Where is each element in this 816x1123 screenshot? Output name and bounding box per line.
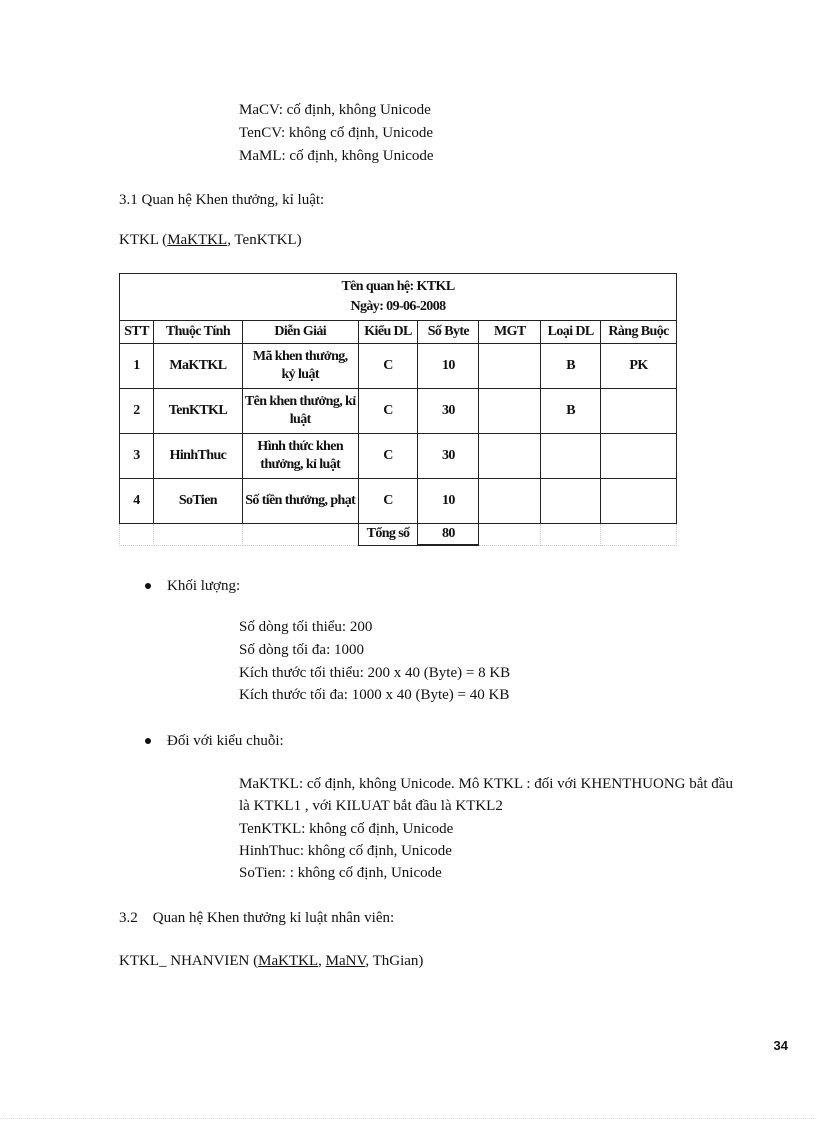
empty-cell [120,524,154,546]
page-number: 34 [773,1038,788,1053]
table-title [120,274,677,321]
table-cell [601,389,677,434]
table-cell: 4 [120,479,154,524]
bullet-icon [145,738,151,744]
table-cell: Hình thức khen thưởng, kỉ luật [242,434,358,479]
table-cell [479,434,541,479]
strings-line: là KTKL1 , với KILUAT bắt đầu là KTKL2 [239,798,503,814]
total-label: Tổng số [358,524,418,546]
attr-line-maml: MaML: cố định, không Unicode [239,148,434,164]
table-row [120,389,677,434]
table-cell: 30 [418,434,479,479]
table-cell [479,344,541,389]
table-row [120,434,677,479]
footer-divider [0,1118,816,1119]
table-cell: TenKTKL [153,389,242,434]
table-cell: 3 [120,434,154,479]
header-cell: STT [120,321,154,344]
header-cell: Kiểu DL [358,321,418,344]
header-cell: Ràng Buộc [601,321,677,344]
strings-line: MaKTKL: cố định, không Unicode. Mô KTKL : đối với KHENTHUONG bắt đầu [239,776,733,792]
volume-line: Số dòng tối thiểu: 200 [239,619,373,635]
total-value: 80 [418,524,479,546]
volume-line: Kích thước tối thiểu: 200 x 40 (Byte) = 8 KB [239,665,511,681]
attr-line-tencv: TenCV: không cố định, Unicode [239,125,434,141]
table-title-date: Ngày: 09-06-2008 [350,299,446,314]
table-cell: 2 [120,389,154,434]
bullet-icon [145,583,151,589]
table-cell: Tên khen thưởng, kỉ luật [242,389,358,434]
table-cell: 10 [418,479,479,524]
table-cell: 1 [120,344,154,389]
table-cell: B [541,344,601,389]
empty-cell [153,524,242,546]
strings-heading: Đối với kiểu chuỗi: [167,733,284,749]
schema-ktkl-prefix: KTKL ( [119,232,168,248]
table-cell [541,434,601,479]
table-cell: Số tiền thưởng, phạt [242,479,358,524]
table-cell: PK [601,344,677,389]
table-cell [479,389,541,434]
table-cell [479,479,541,524]
header-cell: Số Byte [418,321,479,344]
header-cell: MGT [479,321,541,344]
table-cell: C [358,344,418,389]
table-cell: B [541,389,601,434]
empty-cell [601,524,677,546]
table-cell: SoTien [153,479,242,524]
table-cell: HinhThuc [153,434,242,479]
table-cell: C [358,479,418,524]
table-cell [541,479,601,524]
section-3-1-heading: 3.1 Quan hệ Khen thưởng, kỉ luật: [119,192,325,208]
schema-ktkl [119,231,302,249]
schema-ktkl-nhanvien [119,952,423,970]
schema-ktkl-key: MaKTKL [167,232,228,248]
table-cell [601,479,677,524]
table-row [120,344,677,389]
strings-line: TenKTKL: không cố định, Unicode [239,821,454,837]
table-row [120,479,677,524]
header-cell: Thuộc Tính [153,321,242,344]
empty-cell [541,524,601,546]
header-cell: Loại DL [541,321,601,344]
volume-heading: Khối lượng: [167,578,241,594]
section-3-2-heading: 3.2 Quan hệ Khen thưởng kỉ luật nhân viên: [119,910,395,926]
schema2-key-manv: MaNV [325,953,366,969]
table-cell: C [358,434,418,479]
strings-line: HinhThuc: không cố định, Unicode [239,843,452,859]
strings-line: SoTien: : không cố định, Unicode [239,865,442,881]
schema2-key-maktkl: MaKTKL [258,953,319,969]
volume-line: Số dòng tối đa: 1000 [239,642,365,658]
table-cell: 10 [418,344,479,389]
table-cell: C [358,389,418,434]
table-total-row [120,524,677,546]
header-cell: Diễn Giải [242,321,358,344]
schema2-prefix: KTKL_ NHANVIEN ( [119,953,259,969]
relation-table-ktkl [119,273,677,546]
table-cell: MaKTKL [153,344,242,389]
empty-cell [479,524,541,546]
table-title-relation: Tên quan hệ: KTKL [341,279,455,294]
table-header-row [120,321,677,344]
schema-ktkl-rest: , TenKTKL) [227,232,302,248]
schema2-sep: , [318,953,326,969]
empty-cell [242,524,358,546]
schema2-rest: , ThGian) [365,953,424,969]
table-cell [601,434,677,479]
attr-line-macv: MaCV: cố định, không Unicode [239,102,431,118]
table-cell: Mã khen thưởng, kỷ luật [242,344,358,389]
volume-line: Kích thước tối đa: 1000 x 40 (Byte) = 40 KB [239,687,510,703]
table-cell: 30 [418,389,479,434]
